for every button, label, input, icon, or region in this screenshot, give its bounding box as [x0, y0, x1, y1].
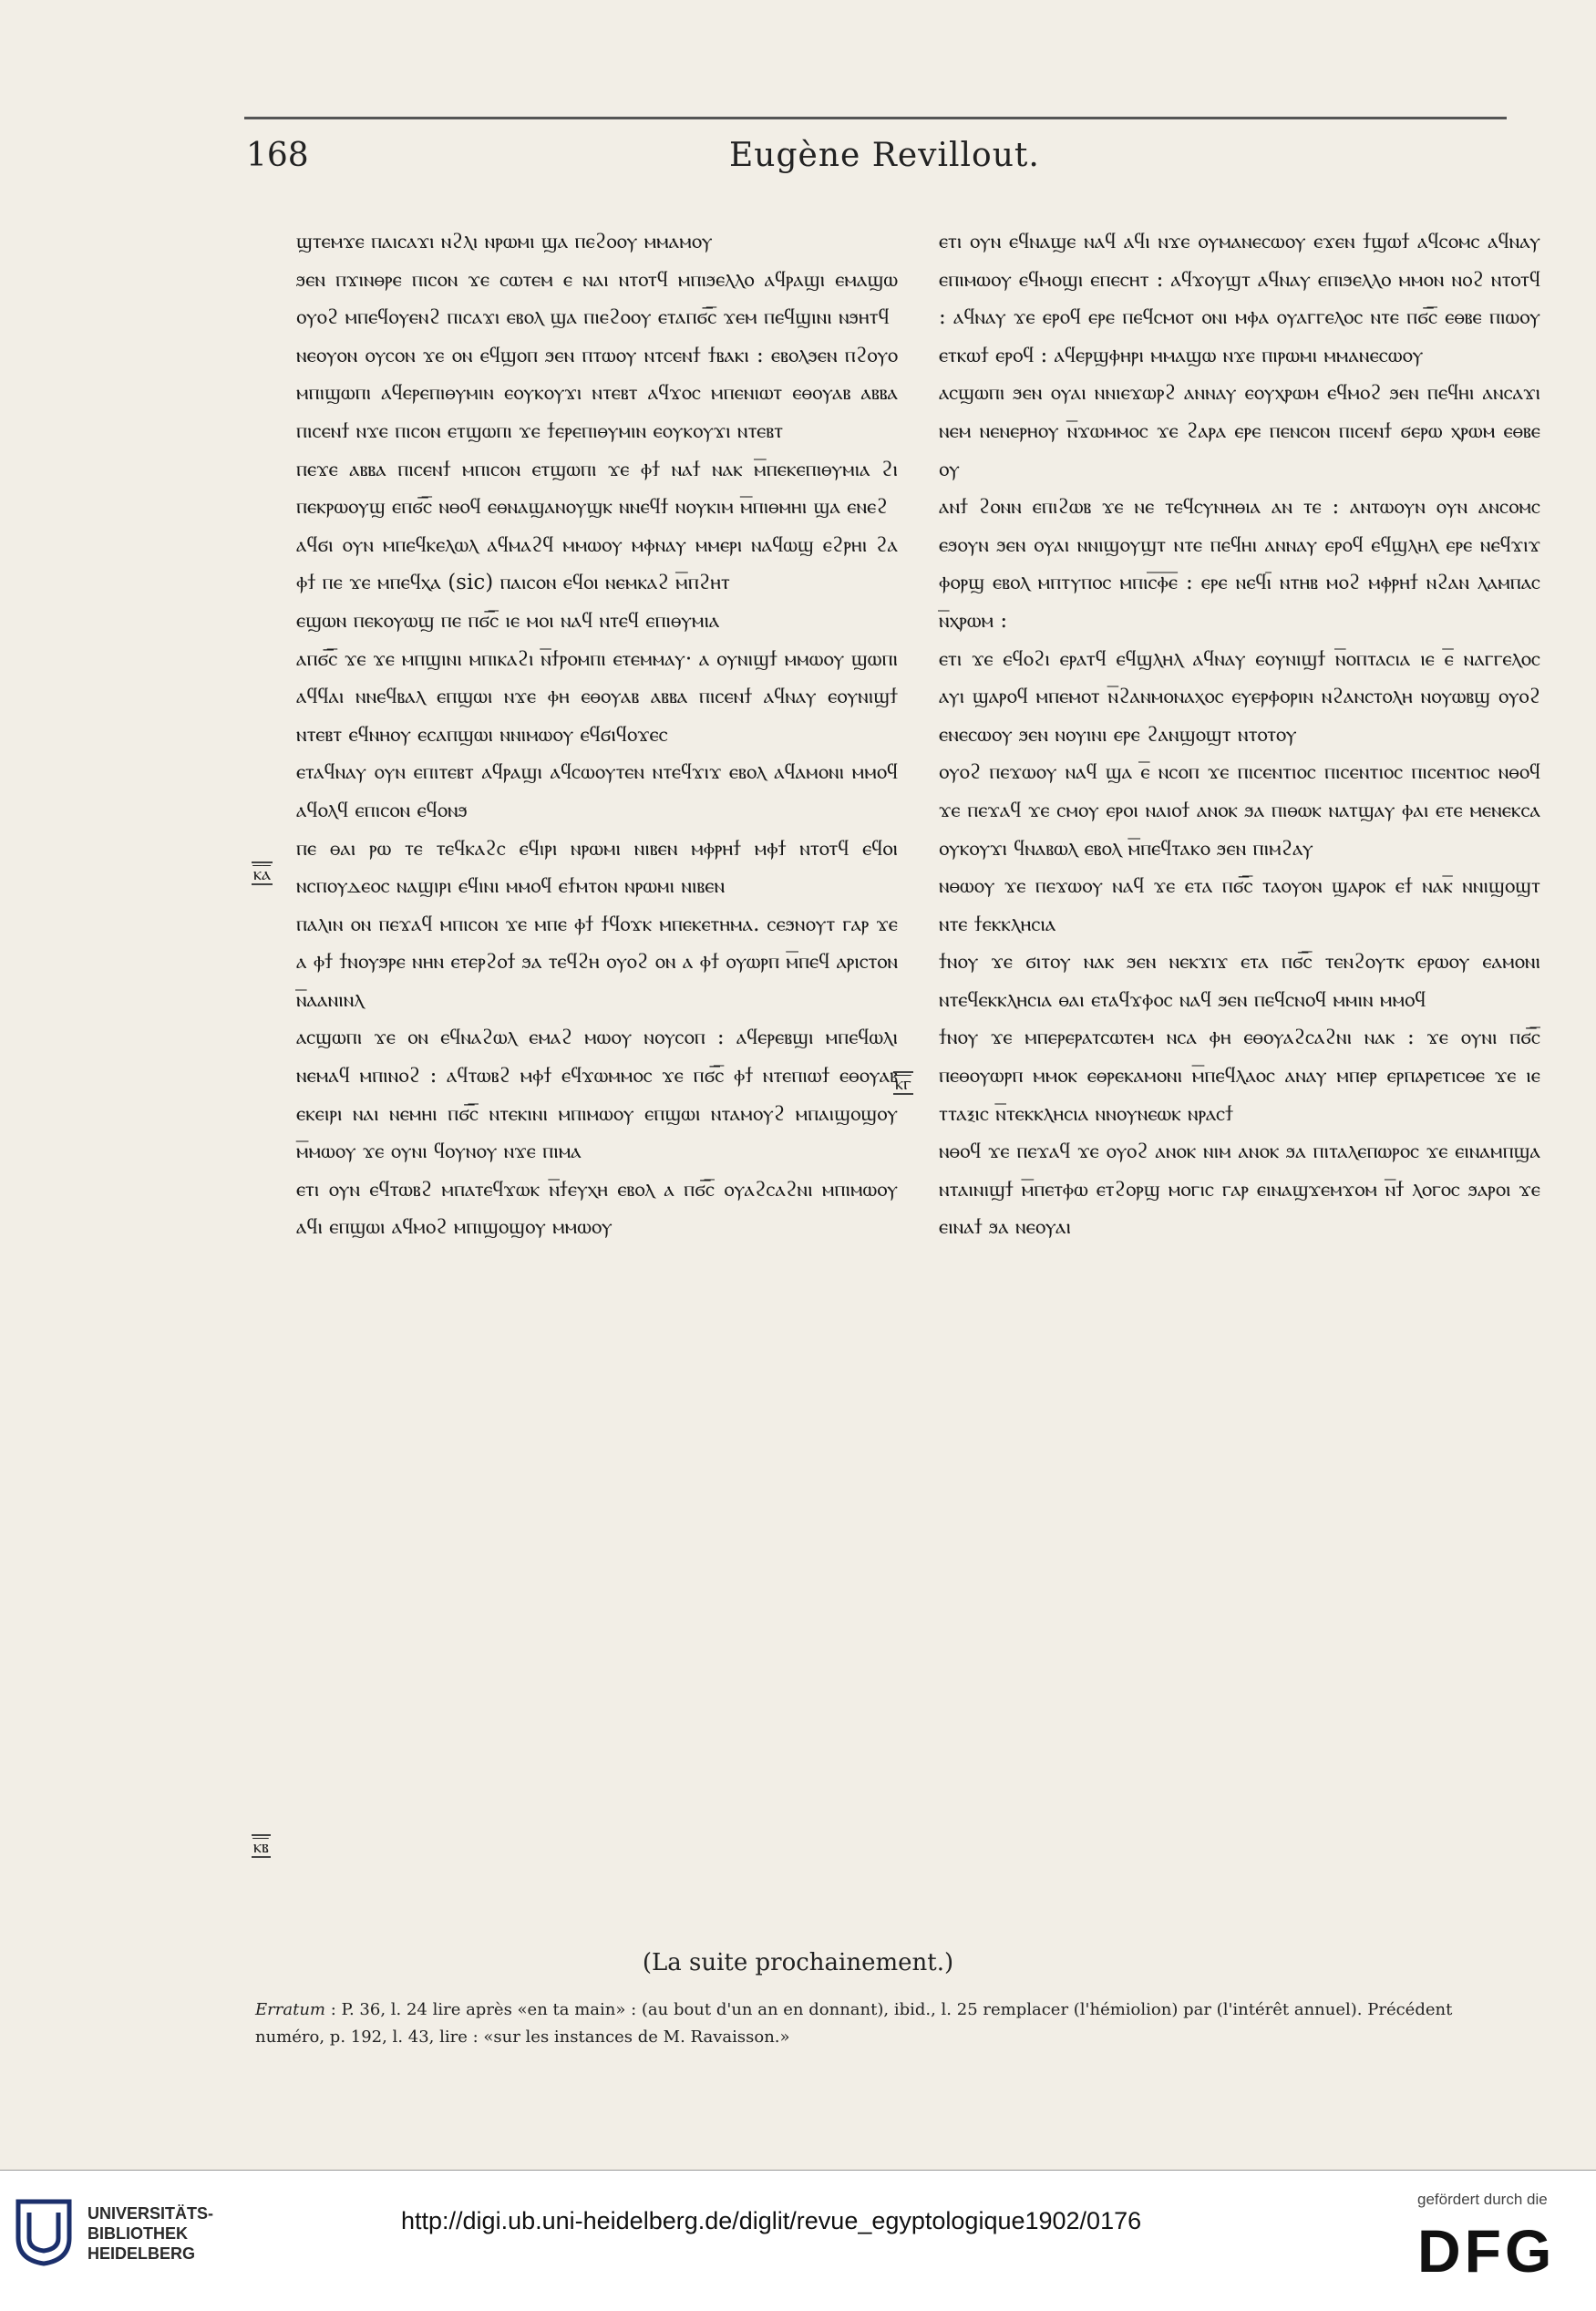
- running-head: Eugène Revillout.: [729, 137, 1040, 174]
- paragraph: ⲡⲉ ⲑⲁⲓ ⲣⲱ ⲧⲉ ⲧⲉϥⲕⲁϩⲥ ⲉϥⲓⲣⲓ ⲛⲣⲱⲙⲓ ⲛⲓⲃⲉⲛ ⲙⲫⲣⲏϯ ⲙⲫϯ ⲛⲧⲟⲧϥ ⲉϥⲟⲓ ⲛⲥⲡⲟⲩⲇⲉⲟⲥ ⲛⲁϣⲓⲣⲓ ⲉϥⲓⲛⲓ ⲙⲙⲟϥ ⲉϯⲙⲧⲟⲛ ⲛⲣⲱⲙⲓ ⲛⲓⲃⲉⲛ: [296, 836, 898, 899]
- erratum-note: [255, 1996, 1513, 2051]
- paragraph: ⲛⲉⲟⲩⲟⲛ ⲟⲩⲥⲟⲛ ϫⲉ ⲟⲛ ⲉϥϣⲟⲡ ϧⲉⲛ ⲡⲧⲱⲟⲩ ⲛⲧⲥⲉⲛϯ ϯⲃⲁⲕⲓ : ⲉⲃⲟⲗϧⲉⲛ ⲡϩⲟⲩⲟ ⲙⲡⲓϣⲱⲡⲓ ⲁϥⲉⲣⲉⲡⲓⲑⲩⲙⲓⲛ ⲉⲟⲩⲕⲟⲩϫⲓ ⲛⲧⲉⲃⲧ ⲁϥϫⲟⲥ ⲙⲡⲉⲛⲓⲱⲧ ⲉⲑⲟⲩⲁⲃ ⲁⲃⲃⲁ ⲡⲓⲥⲉⲛϯ ⲛϫⲉ ⲡⲓⲥⲟⲛ ⲉⲧϣⲱⲡⲓ ϫⲉ ϯⲉⲣⲉⲡⲓⲑⲩⲙⲓⲛ ⲉⲟⲩⲕⲟⲩϫⲓ ⲛⲧⲉⲃⲧ: [296, 343, 898, 443]
- dfg-logo: DFG: [1417, 2217, 1556, 2285]
- margin-section-number: ⲕ̅ⲃ̅: [253, 1835, 269, 1857]
- paragraph: ⲁⲥϣⲱⲡⲓ ϧⲉⲛ ⲟⲩⲁⲓ ⲛⲛⲓⲉϫⲱⲣϩ ⲁⲛⲛⲁⲩ ⲉⲟⲩⲭⲣⲱⲙ ⲉϥⲙⲟϩ ϧⲉⲛ ⲡⲉϥⲏⲓ ⲁⲛⲥⲁϫⲓ ⲛⲉⲙ ⲛⲉⲛⲉⲣⲏⲟⲩ ⲛ̅ϫⲱⲙⲙⲟⲥ ϫⲉ ϩⲁⲣⲁ ⲉⲣⲉ ⲡⲉⲛⲥⲟⲛ ⲡⲓⲥⲉⲛϯ ϭⲉⲣⲱ ⲭⲣⲱⲙ ⲉⲑⲃⲉ ⲟⲩ: [939, 381, 1540, 481]
- paragraph: ϣⲧⲉⲙϫⲉ ⲡⲁⲓⲥⲁϫⲓ ⲛϩⲗⲓ ⲛⲣⲱⲙⲓ ϣⲁ ⲡⲉϩⲟⲟⲩ ⲙⲙⲁⲙⲟⲩ: [296, 230, 713, 253]
- paragraph: ⲉⲧⲓ ⲟⲩⲛ ⲉϥⲛⲁϣⲉ ⲛⲁϥ ⲁϥⲓ ⲛϫⲉ ⲟⲩⲙⲁⲛⲉⲥⲱⲟⲩ ⲉϫⲉⲛ ϯϣⲱϯ ⲁϥⲥⲟⲙⲥ ⲁϥⲛⲁⲩ ⲉⲡⲓⲙⲱⲟⲩ ⲉϥⲙⲟϣⲓ ⲉⲡⲉⲥⲏⲧ : ⲁϥϫⲟⲩϣⲧ ⲁϥⲛⲁⲩ ⲉⲡⲓϧⲉⲗⲗⲟ ⲙⲙⲟⲛ ⲛⲟϩ ⲛⲧⲟⲧϥ : ⲁϥⲛⲁⲩ ϫⲉ ⲉⲣⲟϥ ⲉⲣⲉ ⲡⲉϥⲥⲙⲟⲧ ⲟⲛⲓ ⲙⲫⲁ ⲟⲩⲁⲅⲅⲉⲗⲟⲥ ⲛⲧⲉ ⲡϭ̅ⲥ̅ ⲉⲑⲃⲉ ⲡⲓⲱⲟⲩ ⲉⲧⲕⲱϯ ⲉⲣⲟϥ : ⲁϥⲉⲣϣⲫⲏⲣⲓ ⲙⲙⲁϣⲱ ⲛϫⲉ ⲡⲓⲣⲱⲙⲓ ⲙⲙⲁⲛⲉⲥⲱⲟⲩ: [939, 230, 1540, 367]
- paragraph: ⲛⲑⲱⲟⲩ ϫⲉ ⲡⲉϫⲱⲟⲩ ⲛⲁϥ ϫⲉ ⲉⲧⲁ ⲡϭ̅ⲥ̅ ⲧⲁⲟⲩⲟⲛ ϣⲁⲣⲟⲕ ⲉϯ ⲛⲁⲕ̅ ⲛⲛⲓϣⲟϣⲧ ⲛⲧⲉ ϯⲉⲕⲕⲗⲏⲥⲓⲁ: [939, 874, 1540, 936]
- erratum-text: : P. 36, l. 24 lire après «en ta main» : (au bout d'un an en donnant), ibid., l. 25 remplacer (l'hémiolion) par (l'intérêt annuel). Précédent numéro, p. 192, l. 43, lire : «sur les instances de M. Ravaisson.»: [255, 2000, 1453, 2047]
- margin-section-number: ⲕ̅ⲁ̅: [253, 862, 272, 884]
- paragraph: ⲁⲛϯ ϩⲟⲛⲛ ⲉⲡⲓϩⲱⲃ ϫⲉ ⲛⲉ ⲧⲉϥⲥⲩⲛⲏⲑⲓⲁ ⲁⲛ ⲧⲉ : ⲁⲛⲧⲱⲟⲩⲛ ⲟⲩⲛ ⲁⲛⲥⲟⲙⲥ ⲉϧⲟⲩⲛ ϧⲉⲛ ⲟⲩⲁⲓ ⲛⲛⲓϣⲟⲩϣⲧ ⲛⲧⲉ ⲡⲉϥⲏⲓ ⲁⲛⲛⲁⲩ ⲉⲣⲟϥ ⲉϥϣⲗⲏⲗ ⲉⲣⲉ ⲛⲉϥϫⲓϫ ⲫⲟⲣϣ ⲉⲃⲟⲗ ⲙⲡⲧⲩⲡⲟⲥ ⲙⲡⲓⲥ̅ⲫ̅ⲉ̅ : ⲉⲣⲉ ⲛⲉϥⲓ̅ ⲛⲧⲏⲃ ⲙⲟϩ ⲙⲫⲣⲏϯ ⲛϩⲁⲛ ⲗⲁⲙⲡⲁⲥ ⲛ̅ⲭⲣⲱⲙ :: [939, 495, 1540, 633]
- paragraph: ⲡⲁⲗⲓⲛ ⲟⲛ ⲡⲉϫⲁϥ ⲙⲡⲓⲥⲟⲛ ϫⲉ ⲙⲡⲉ ⲫϯ ϯϥⲟϫⲕ ⲙⲡⲉⲕⲉⲧⲏⲙⲁ. ⲥⲉϧⲛⲟⲩⲧ ⲅⲁⲣ ϫⲉ ⲁ ⲫϯ ϯⲛⲟⲩϧⲣⲉ ⲛⲏⲛ ⲉⲧⲉⲣϩⲟϯ ϧⲁ ⲧⲉϥϩⲏ ⲟⲩⲟϩ ⲟⲛ ⲁ ⲫϯ ⲟⲩⲱⲣⲡ ⲙ̅ⲡⲉϥ ⲁⲣⲓⲥⲧⲟⲛ ⲛ̅ⲁⲁⲛⲓⲛⲗ: [296, 912, 898, 1012]
- page-number: 168: [246, 137, 309, 174]
- paragraph: ⲉⲧⲓ ⲟⲩⲛ ⲉϥⲧⲱⲃϩ ⲙⲡⲁⲧⲉϥϫⲱⲕ ⲛ̅ϯⲉⲩⲭⲏ ⲉⲃⲟⲗ ⲁ ⲡϭ̅ⲥ̅ ⲟⲩⲁϩⲥⲁϩⲛⲓ ⲙⲡⲓⲙⲱⲟⲩ ⲁϥⲓ ⲉⲡϣⲱⲓ ⲁϥⲙⲟϩ ⲙⲡⲓϣⲟϣⲟⲩ ⲙⲙⲱⲟⲩ: [296, 1177, 898, 1240]
- paragraph: ⲛⲑⲟϥ ϫⲉ ⲡⲉϫⲁϥ ϫⲉ ⲟⲩⲟϩ ⲁⲛⲟⲕ ⲛⲓⲙ ⲁⲛⲟⲕ ϧⲁ ⲡⲓⲧⲁⲗⲉⲡⲱⲣⲟⲥ ϫⲉ ⲉⲓⲛⲁⲙⲡϣⲁ ⲛⲧⲁⲓⲛⲓϣϯ ⲙ̅ⲡⲉⲧⲫⲱ ⲉⲧϩⲟⲣϣ ⲙⲟⲅⲓⲥ ⲅⲁⲣ ⲉⲓⲛⲁϣϫⲉⲙϫⲟⲙ ⲛ̅ϯ ⲗⲟⲅⲟⲥ ϧⲁⲣⲟⲓ ϫⲉ ⲉⲓⲛⲁϯ ϧⲁ ⲛⲉⲟⲩⲁⲓ: [939, 1140, 1540, 1240]
- sponsor-label: gefördert durch die: [1417, 2191, 1548, 2208]
- paragraph: ⲁϥϭⲓ ⲟⲩⲛ ⲙⲡⲉϥⲕⲉⲗⲱⲗ ⲁϥⲙⲁϩϥ ⲙⲙⲱⲟⲩ ⲙⲫⲛⲁⲩ ⲙⲙⲉⲣⲓ ⲛⲁϥⲱϣ ⲉϩⲣⲏⲓ ϩⲁ ⲫϯ ⲡⲉ ϫⲉ ⲙⲡⲉϥⲭⲁ (sic) ⲡⲁⲓⲥⲟⲛ ⲉϥⲟⲓ ⲛⲉⲙⲕⲁϩ ⲙ̅ⲡϩⲏⲧ: [296, 532, 898, 595]
- margin-section-number: ⲕ̅ⲅ̅: [895, 1072, 911, 1094]
- paragraph: ⲁⲥϣⲱⲡⲓ ϫⲉ ⲟⲛ ⲉϥⲛⲁϩⲱⲗ ⲉⲙⲁϩ ⲙⲱⲟⲩ ⲛⲟⲩⲥⲟⲡ : ⲁϥⲉⲣⲉⲃϣⲓ ⲙⲡⲉϥⲱⲗⲓ ⲛⲉⲙⲁϥ ⲙⲡⲓⲛⲟϩ : ⲁϥⲧⲱⲃϩ ⲙⲫϯ ⲉϥϫⲱⲙⲙⲟⲥ ϫⲉ ⲡϭ̅ⲥ̅ ⲫϯ ⲛⲧⲉⲡⲓⲱϯ ⲉⲑⲟⲩⲁⲃ ⲉⲕⲉⲓⲣⲓ ⲛⲁⲓ ⲛⲉⲙⲏⲓ ⲡϭ̅ⲥ̅ ⲛⲧⲉⲕⲓⲛⲓ ⲙⲡⲓⲙⲱⲟⲩ ⲉⲡϣⲱⲓ ⲛⲧⲁⲙⲟⲩϩ ⲙⲡⲁⲓϣⲟϣⲟⲩ ⲙ̅ⲙⲱⲟⲩ ϫⲉ ⲟⲩⲛⲓ ϥⲟⲩⲛⲟⲩ ⲛϫⲉ ⲡⲓⲙⲁ: [296, 1026, 898, 1164]
- permalink-url[interactable]: http://digi.ub.uni-heidelberg.de/diglit/revue_egyptologique1902/0176: [401, 2207, 1142, 2234]
- paragraph: ⲡⲉϫⲉ ⲁⲃⲃⲁ ⲡⲓⲥⲉⲛϯ ⲙⲡⲓⲥⲟⲛ ⲉⲧϣⲱⲡⲓ ϫⲉ ⲫϯ ⲛⲁϯ ⲛⲁⲕ ⲙ̅ⲡⲉⲕⲉⲡⲓⲑⲩⲙⲓⲁ ϩⲓ ⲡⲉⲕⲣⲱⲟⲩϣ ⲉⲡϭ̅ⲥ̅ ⲛⲑⲟϥ ⲉⲑⲛⲁϣⲁⲛⲟⲩϣⲕ ⲛⲛⲉϥϯ ⲛⲟⲩⲕⲓⲙ ⲙ̅ⲡⲓⲑⲙⲏⲓ ϣⲁ ⲉⲛⲉϩ: [296, 457, 898, 520]
- paragraph: ϯⲛⲟⲩ ϫⲉ ϭⲓⲧⲟⲩ ⲛⲁⲕ ϧⲉⲛ ⲛⲉⲕϫⲓϫ ⲉⲧⲁ ⲡϭ̅ⲥ̅ ⲧⲉⲛϩⲟⲩⲧⲕ ⲉⲣⲱⲟⲩ ⲉⲁⲙⲟⲛⲓ ⲛⲧⲉϥⲉⲕⲕⲗⲏⲥⲓⲁ ⲑⲁⲓ ⲉⲧⲁϥϫⲫⲟⲥ ⲛⲁϥ ϧⲉⲛ ⲡⲉϥⲥⲛⲟϥ ⲙⲙⲓⲛ ⲙⲙⲟϥ: [939, 950, 1540, 1012]
- paragraph: ⲟⲩⲟϩ ⲡⲉϫⲱⲟⲩ ⲛⲁϥ ϣⲁ ⲉ̅ ⲛⲥⲟⲡ ϫⲉ ⲡⲓⲥⲉⲛⲧⲓⲟⲥ ⲡⲓⲥⲉⲛⲧⲓⲟⲥ ⲡⲓⲥⲉⲛⲧⲓⲟⲥ ⲛⲑⲟϥ ϫⲉ ⲡⲉϫⲁϥ ϫⲉ ⲥⲙⲟⲩ ⲉⲣⲟⲓ ⲛⲁⲓⲟϯ ⲁⲛⲟⲕ ϧⲁ ⲡⲓⲑⲱⲕ ⲛⲁⲧϣⲁⲩ ⲫⲁⲓ ⲉⲧⲉ ⲙⲉⲛⲉⲕⲥⲁ ⲟⲩⲕⲟⲩϫⲓ ϥⲛⲁⲃⲱⲗ ⲉⲃⲟⲗ ⲙ̅ⲡⲉϥⲧⲁⲕⲟ ϧⲉⲛ ⲡⲓⲙϩⲁⲩ: [939, 760, 1540, 861]
- library-name: UNIVERSITÄTS- BIBLIOTHEK HEIDELBERG: [88, 2204, 214, 2263]
- paragraph: ⲉⲧⲁϥⲛⲁⲩ ⲟⲩⲛ ⲉⲡⲓⲧⲉⲃⲧ ⲁϥⲣⲁϣⲓ ⲁϥⲥⲱⲟⲩⲧⲉⲛ ⲛⲧⲉϥϫⲓϫ ⲉⲃⲟⲗ ⲁϥⲁⲙⲟⲛⲓ ⲙⲙⲟϥ ⲁϥⲟⲗϥ ⲉⲡⲓⲥⲟⲛ ⲉϥⲟⲛϧ: [296, 760, 898, 822]
- paragraph: ϧⲉⲛ ⲡϫⲓⲛⲑⲣⲉ ⲡⲓⲥⲟⲛ ϫⲉ ⲥⲱⲧⲉⲙ ⲉ ⲛⲁⲓ ⲛⲧⲟⲧϥ ⲙⲡⲓϧⲉⲗⲗⲟ ⲁϥⲣⲁϣⲓ ⲉⲙⲁϣⲱ ⲟⲩⲟϩ ⲙⲡⲉϥⲟⲩⲉⲛϩ ⲡⲓⲥⲁϫⲓ ⲉⲃⲟⲗ ϣⲁ ⲡⲓⲉϩⲟⲟⲩ ⲉⲧⲁⲡϭ̅ⲥ̅ ϫⲉⲙ ⲡⲉϥϣⲓⲛⲓ ⲛϧⲏⲧϥ: [296, 267, 898, 330]
- paragraph: ⲉϣⲱⲛ ⲡⲉⲕⲟⲩⲱϣ ⲡⲉ ⲡϭ̅ⲥ̅ ⲓⲉ ⲙⲟⲓ ⲛⲁϥ ⲛⲧⲉϥ ⲉⲡⲓⲑⲩⲙⲓⲁ: [296, 608, 720, 633]
- university-library-logo-icon: [13, 2196, 75, 2267]
- right-text-column: [939, 223, 1540, 1247]
- paragraph: ⲁⲡϭ̅ⲥ̅ ϫⲉ ϫⲉ ⲙⲡϣⲓⲛⲓ ⲙⲡⲓⲕⲁϩⲓ ⲛ̅ϯⲣⲟⲙⲡⲓ ⲉⲧⲉⲙⲙⲁⲩ· ⲁ ⲟⲩⲛⲓϣϯ ⲙⲙⲱⲟⲩ ϣⲱⲡⲓ ⲁϥϥⲁⲓ ⲛⲛⲉϥⲃⲁⲗ ⲉⲡϣⲱⲓ ⲛϫⲉ ⲫⲏ ⲉⲑⲟⲩⲁⲃ ⲁⲃⲃⲁ ⲡⲓⲥⲉⲛϯ ⲁϥⲛⲁⲩ ⲉⲟⲩⲛⲓϣϯ ⲛⲧⲉⲃⲧ ⲉϥⲛⲏⲟⲩ ⲉⲥⲁⲡϣⲱⲓ ⲛⲛⲓⲙⲱⲟⲩ ⲉϥϭⲓϥⲟϫⲉⲥ: [296, 646, 898, 747]
- continuation-note: (La suite prochainement.): [642, 1949, 954, 1976]
- paragraph: ϯⲛⲟⲩ ϫⲉ ⲙⲡⲉⲣⲉⲣⲁⲧⲥⲱⲧⲉⲙ ⲛⲥⲁ ⲫⲏ ⲉⲑⲟⲩⲁϩⲥⲁϩⲛⲓ ⲛⲁⲕ : ϫⲉ ⲟⲩⲛⲓ ⲡϭ̅ⲥ̅ ⲡⲉⲑⲟⲩⲱⲣⲡ ⲙⲙⲟⲕ ⲉⲑⲣⲉⲕⲁⲙⲟⲛⲓ ⲙ̅ⲡⲉϥⲗⲁⲟⲥ ⲁⲛⲁⲩ ⲙⲡⲉⲣ ⲉⲣⲡⲁⲣⲉⲧⲓⲥⲑⲉ ϫⲉ ⲓⲉ ⲧⲧⲁⲝⲓⲥ ⲛ̅ⲧⲉⲕⲕⲗⲏⲥⲓⲁ ⲛⲛⲟⲩⲛⲉⲱⲕ ⲛⲣⲁⲥϯ: [939, 1026, 1540, 1126]
- header-rule: [244, 117, 1507, 119]
- paragraph: ⲉⲧⲓ ϫⲉ ⲉϥⲟϩⲓ ⲉⲣⲁⲧϥ ⲉϥϣⲗⲏⲗ ⲁϥⲛⲁⲩ ⲉⲟⲩⲛⲓϣϯ ⲛ̅ⲟⲡⲧⲁⲥⲓⲁ ⲓⲉ ⲉ̅ ⲛⲁⲅⲅⲉⲗⲟⲥ ⲁⲩⲓ ϣⲁⲣⲟϥ ⲙⲡⲉⲙⲟⲧ ⲛ̅ϩⲁⲛⲙⲟⲛⲁⲭⲟⲥ ⲉⲩⲉⲣⲫⲟⲣⲓⲛ ⲛϩⲁⲛⲥⲧⲟⲗⲏ ⲛⲟⲩⲱⲃϣ ⲟⲩⲟϩ ⲉⲛⲉⲥⲱⲟⲩ ϧⲉⲛ ⲛⲟⲩⲓⲛⲓ ⲉⲣⲉ ϩⲁⲛϣⲟϣⲧ ⲛⲧⲟⲧⲟⲩ: [939, 646, 1540, 747]
- left-text-column: [296, 223, 898, 1247]
- viewer-footer: [0, 2171, 1596, 2311]
- erratum-label: Erratum: [255, 2000, 325, 2019]
